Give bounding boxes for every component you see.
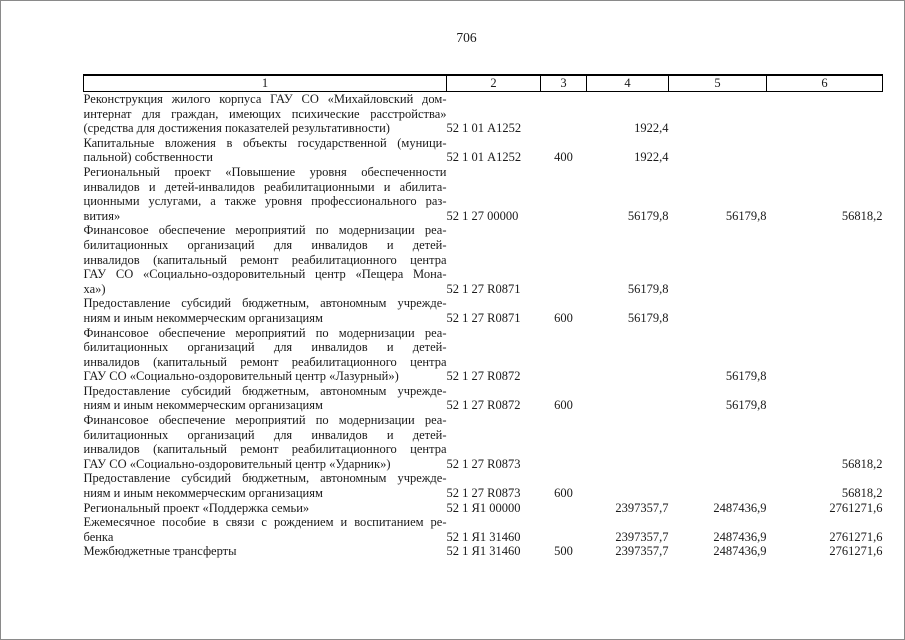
- row-expense-type-code: [541, 515, 587, 544]
- row-description: [84, 515, 447, 544]
- description-line: ниям и иным некоммерческим организациям: [83, 310, 323, 325]
- description-line: инвалидов и детей-инвалидов реабилитационными и абилита-: [83, 179, 447, 194]
- row-amount-year3: 2761271,6: [829, 544, 883, 559]
- table-row: [84, 501, 883, 516]
- row-target-code: 52 1 27 R0873: [446, 486, 521, 501]
- row-expense-type-code: 600: [554, 486, 573, 501]
- header-row: [84, 75, 883, 92]
- row-amount-year3: [767, 136, 883, 165]
- column-header-6: 6: [767, 75, 883, 92]
- table-row: [84, 413, 883, 471]
- budget-table: [83, 74, 883, 559]
- row-target-code: 52 1 Я1 00000: [446, 500, 521, 515]
- table-header: [84, 75, 883, 92]
- row-description: [84, 92, 447, 136]
- description-line: Предоставление субсидий бюджетным, автономным учрежде-: [83, 296, 447, 311]
- row-expense-type-code: [541, 413, 587, 471]
- row-target-code: 52 1 27 R0873: [446, 456, 521, 471]
- description-line: ниям и иным некоммерческим организациям: [83, 486, 323, 501]
- row-amount-year1: 2397357,7: [615, 500, 669, 515]
- table-row: [84, 471, 883, 500]
- description-line: инвалидов (капитальный ремонт реабилитационного центра: [83, 252, 447, 267]
- column-header-2: 2: [447, 75, 541, 92]
- column-header-1: 1: [84, 75, 447, 92]
- row-target-code: 52 1 Я1 31460: [446, 544, 521, 559]
- description-line: ГАУ СО «Социально-оздоровительный центр «Пещера Мона-: [83, 267, 447, 282]
- description-line: Капитальные вложения в объекты государственной (муници-: [83, 135, 447, 150]
- row-description: [84, 384, 447, 413]
- row-amount-year2: 56179,8: [725, 398, 767, 413]
- row-amount-year3: 56818,2: [841, 456, 883, 471]
- row-expense-type-code: 600: [554, 310, 573, 325]
- description-line: ха»): [83, 281, 106, 296]
- row-target-code: 52 1 27 R0871: [446, 310, 521, 325]
- row-expense-type-code: [541, 326, 587, 384]
- description-line: интернат для граждан, имеющих психические расстройства»: [83, 106, 447, 121]
- row-amount-year3: 56818,2: [841, 486, 883, 501]
- row-target-code: 52 1 Я1 31460: [446, 529, 521, 544]
- table-row: [84, 384, 883, 413]
- table-row: [84, 296, 883, 325]
- description-line: пальной) собственности: [83, 150, 213, 165]
- row-description: [84, 296, 447, 325]
- row-description: [84, 413, 447, 471]
- table-row: [84, 165, 883, 223]
- description-line: бенка: [83, 529, 114, 544]
- description-line: Предоставление субсидий бюджетным, автономным учрежде-: [83, 471, 447, 486]
- table-row: [84, 136, 883, 165]
- description-line: билитационных организаций для инвалидов и детей-: [83, 237, 447, 252]
- row-description: [84, 544, 447, 559]
- description-line: Межбюджетные трансферты: [83, 544, 237, 559]
- row-target-code: 52 1 01 А1252: [446, 150, 522, 165]
- row-target-code: 52 1 01 А1252: [446, 121, 522, 136]
- description-line: ГАУ СО «Социально-оздоровительный центр «Лазурный»): [83, 369, 399, 384]
- row-amount-year2: 56179,8: [725, 369, 767, 384]
- row-amount-year3: 2761271,6: [829, 500, 883, 515]
- table-row: [84, 326, 883, 384]
- page-number: 706: [456, 30, 477, 45]
- description-line: инвалидов (капитальный ремонт реабилитационного центра: [83, 354, 447, 369]
- row-expense-type-code: 500: [554, 544, 573, 559]
- row-expense-type-code: [541, 223, 587, 296]
- row-target-code: 52 1 27 R0871: [446, 281, 521, 296]
- description-line: Финансовое обеспечение мероприятий по модернизации реа-: [83, 413, 447, 428]
- table-body: [84, 92, 883, 560]
- row-amount-year1: 1922,4: [634, 150, 669, 165]
- row-amount-year2: [669, 296, 767, 325]
- row-amount-year3: 56818,2: [841, 208, 883, 223]
- row-expense-type-code: 400: [554, 150, 573, 165]
- row-description: [84, 165, 447, 223]
- description-line: билитационных организаций для инвалидов и детей-: [83, 340, 447, 355]
- row-amount-year1: [587, 471, 669, 500]
- row-description: [84, 326, 447, 384]
- row-amount-year3: 2761271,6: [829, 529, 883, 544]
- description-line: билитационных организаций для инвалидов и детей-: [83, 427, 447, 442]
- row-amount-year1: 2397357,7: [615, 529, 669, 544]
- row-amount-year1: 56179,8: [627, 310, 669, 325]
- row-amount-year2: 2487436,9: [713, 529, 767, 544]
- table-row: [84, 92, 883, 136]
- row-amount-year2: 2487436,9: [713, 544, 767, 559]
- row-amount-year3: [767, 92, 883, 136]
- description-line: инвалидов (капитальный ремонт реабилитационного центра: [83, 442, 447, 457]
- description-line: ниям и иным некоммерческим организациям: [83, 398, 323, 413]
- row-expense-type-code: [541, 165, 587, 223]
- row-target-code: 52 1 27 R0872: [446, 398, 521, 413]
- row-description: [84, 136, 447, 165]
- row-amount-year1: 2397357,7: [615, 544, 669, 559]
- description-line: Ежемесячное пособие в связи с рождением и воспитанием ре-: [83, 515, 447, 530]
- description-line: вития»: [83, 208, 121, 223]
- row-amount-year3: [767, 384, 883, 413]
- table-row: [84, 544, 883, 559]
- description-line: ГАУ СО «Социально-оздоровительный центр «Ударник»): [83, 456, 391, 471]
- row-amount-year2: [669, 471, 767, 500]
- description-line: (средства для достижения показателей результативности): [83, 121, 390, 136]
- row-amount-year3: [767, 326, 883, 384]
- row-amount-year1: 1922,4: [634, 121, 669, 136]
- column-header-3: 3: [541, 75, 587, 92]
- description-line: Региональный проект «Повышение уровня обеспеченности: [83, 164, 447, 179]
- row-amount-year2: [669, 136, 767, 165]
- description-line: Финансовое обеспечение мероприятий по модернизации реа-: [83, 223, 447, 238]
- description-line: Предоставление субсидий бюджетным, автономным учрежде-: [83, 383, 447, 398]
- row-amount-year1: 56179,8: [627, 281, 669, 296]
- description-line: Финансовое обеспечение мероприятий по модернизации реа-: [83, 325, 447, 340]
- description-line: Региональный проект «Поддержка семьи»: [83, 500, 310, 515]
- row-amount-year2: 2487436,9: [713, 500, 767, 515]
- row-amount-year3: [767, 223, 883, 296]
- row-amount-year1: 56179,8: [627, 208, 669, 223]
- row-expense-type-code: [541, 92, 587, 136]
- row-expense-type-code: [541, 501, 587, 516]
- row-description: [84, 471, 447, 500]
- row-amount-year2: [669, 413, 767, 471]
- row-description: [84, 223, 447, 296]
- table-row: [84, 223, 883, 296]
- description-line: Реконструкция жилого корпуса ГАУ СО «Михайловский дом-: [83, 92, 447, 106]
- row-amount-year2: [669, 92, 767, 136]
- row-amount-year1: [587, 384, 669, 413]
- row-target-code: 52 1 27 00000: [446, 208, 519, 223]
- column-header-4: 4: [587, 75, 669, 92]
- row-amount-year3: [767, 296, 883, 325]
- row-amount-year2: 56179,8: [725, 208, 767, 223]
- row-amount-year1: [587, 326, 669, 384]
- table-row: [84, 515, 883, 544]
- row-amount-year1: [587, 413, 669, 471]
- row-description: [84, 501, 447, 516]
- column-header-5: 5: [669, 75, 767, 92]
- row-expense-type-code: 600: [554, 398, 573, 413]
- row-amount-year2: [669, 223, 767, 296]
- description-line: ционными услугами, а также уровня профессионального раз-: [83, 194, 447, 209]
- row-target-code: 52 1 27 R0872: [446, 369, 521, 384]
